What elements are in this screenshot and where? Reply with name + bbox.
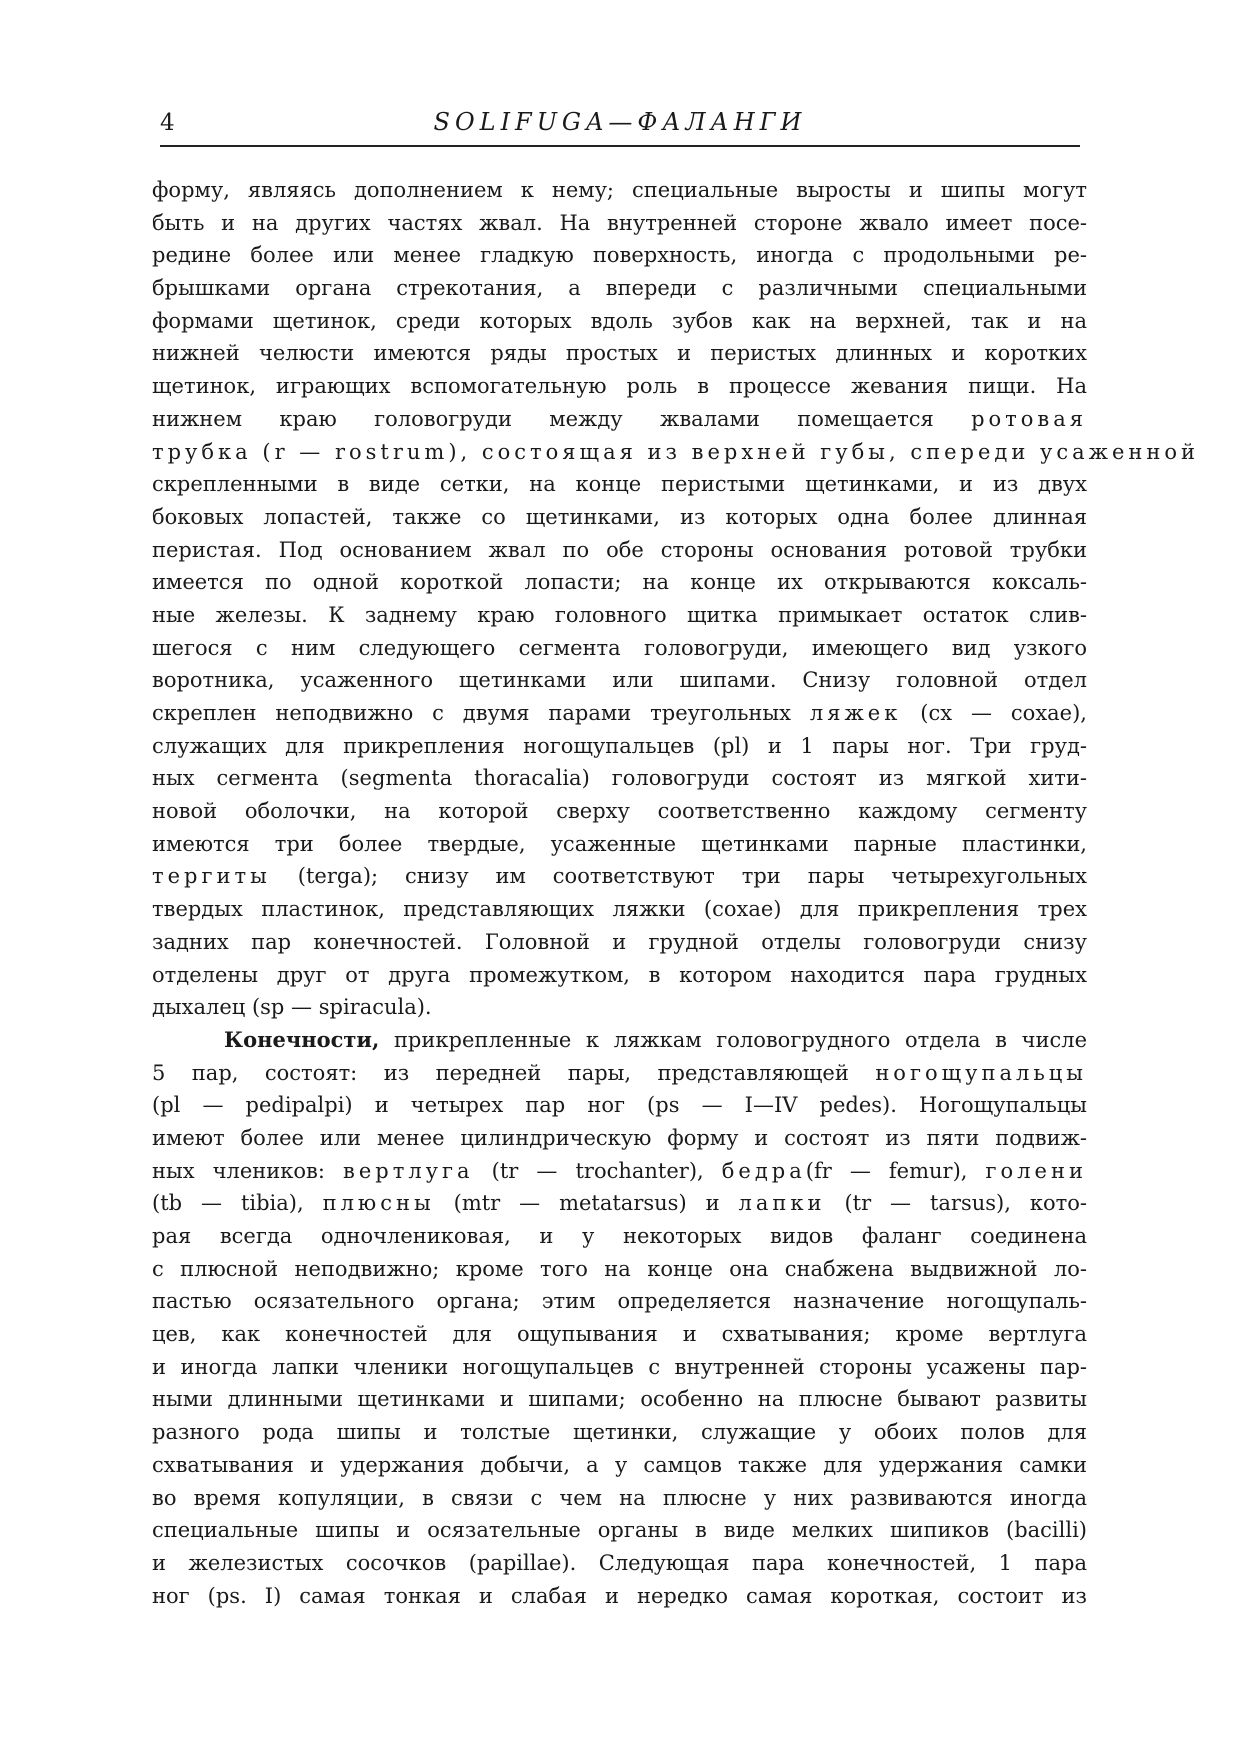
text-line: разного рода шипы и толстые щетинки, служащие у обоих полов для [152,1420,1087,1445]
text-line: редине более или менее гладкую поверхность, иногда с продольными ре- [152,243,1087,268]
text-line: щетинок, играющих вспомогательную роль в процессе жевания пищи. На [152,374,1087,399]
text-line: ног (ps. I) самая тонкая и слабая и нередко самая короткая, состоит из [152,1583,1087,1608]
text-line [152,436,1200,469]
spaced-term: плюсны [322,1191,435,1216]
text-segment: (terga); снизу им соответствуют три пары четырехугольных [297,864,1087,889]
text-line: (pl — pedipalpi) и четырех пар ног (ps — I—IV pedes). Ногощупальцы [152,1093,1087,1118]
text-line: имеется по одной короткой лопасти; на конце их открываются коксаль- [152,570,1087,595]
spaced-term: лапки [738,1191,826,1216]
text-line: задних пар конечностей. Головной и грудной отделы головогруди снизу [152,929,1087,954]
text-segment: ных члеников: [152,1158,325,1183]
text-line: схватывания и удержания добычи, а у самцов также для удержания самки [152,1452,1087,1477]
text-line: твердых пластинок, представляющих ляжки (coxae) для прикрепления трех [152,897,1087,922]
text-segment: (tb — tibia), [152,1191,304,1216]
text-line: скрепленными в виде сетки, на конце перистыми щетинками, и из двух [152,472,1087,497]
text-line [152,1187,1087,1220]
text-line: нижней челюсти имеются ряды простых и перистых длинных и коротких [152,341,1087,366]
paragraph-1 [152,174,1200,1024]
text-line: отделены друг от друга промежутком, в котором находится пара грудных [152,962,1087,987]
text-line: быть и на других частях жвал. На внутренней стороне жвало имеет посе- [152,210,1087,235]
page-number: 4 [160,110,175,136]
text-line: служащих для прикрепления ногощупальцев (pl) и 1 пары ног. Три груд- [152,733,1087,758]
text-line: и железистых сосочков (papillae). Следующая пара конечностей, 1 пара [152,1550,1087,1575]
spaced-term: бедра [721,1158,806,1183]
text-line [152,1057,1087,1090]
text-segment: (fr — femur), [805,1158,968,1183]
text-line [152,697,1087,730]
text-segment: трубка (r — rostrum), состоящая из верхней губы, спереди усаженной [152,439,1200,464]
text-segment: (tr — trochanter), [491,1158,704,1183]
text-line: рая всегда одночлениковая, и у некоторых видов фаланг соединена [152,1224,1087,1248]
text-line: ные железы. К заднему краю головного щитка примыкает остаток слив- [152,602,1087,627]
text-line: имеются три более твердые, усаженные щетинками парные пластинки, [152,831,1087,856]
text-line [152,1024,1087,1057]
text-line: во время копуляции, в связи с чем на плюсне у них развиваются иногда [152,1485,1087,1510]
text-line: воротника, усаженного щетинками или шипами. Снизу головной отдел [152,668,1087,693]
text-line: и иногда лапки членики ногощупальцев с внутренней стороны усажены пар- [152,1354,1087,1379]
header-rule [160,145,1080,147]
text-segment: скреплен неподвижно с двумя парами треугольных [152,701,791,725]
text-line: пастью осязательного органа; этим определяется назначение ногощупаль- [152,1289,1087,1314]
text-segment: 5 пар, состоят: из передней пары, представляющей [152,1060,849,1085]
text-line: брышками органа стрекотания, а впереди с различными специальными [152,276,1087,301]
text-line: боковых лопастей, также со щетинками, из которых одна более длинная [152,504,1087,529]
text-line: имеют более или менее цилиндрическую форму и состоят из пяти подвиж- [152,1125,1087,1150]
spaced-term: тергиты [152,864,271,889]
text-line: с плюсной неподвижно; кроме того на конце она снабжена выдвижной ло- [152,1256,1087,1281]
bold-lead: Конечности, [224,1026,380,1052]
spaced-term: ротовая [971,406,1088,431]
text-line: ными длинными щетинками и шипами; особенно на плюсне бывают развиты [152,1387,1087,1412]
text-line: форму, являясь дополнением к нему; специальные выросты и шипы могут [152,178,1087,202]
text-line: цев, как конечностей для ощупывания и схватывания; кроме вертлуга [152,1322,1087,1347]
body-text [152,174,1200,1612]
text-line: формами щетинок, среди которых вдоль зубов как на верхней, так и на [152,308,1087,333]
paragraph-2 [152,1024,1087,1612]
spaced-term: вертлуга [343,1158,474,1183]
text-segment: (cx — coxae), [920,701,1087,725]
text-line: дыхалец (sp — spiracula). [152,995,432,1020]
spaced-term: ляжек [809,701,902,725]
text-line: новой оболочки, на которой сверху соответственно каждому сегменту [152,799,1087,824]
text-line: перистая. Под основанием жвал по обе стороны основания ротовой трубки [152,537,1087,562]
text-line [152,1155,1087,1188]
text-line: ных сегмента (segmenta thoracalia) головогруди состоят из мягкой хити- [152,766,1087,791]
text-line [152,403,1087,436]
text-line: специальные шипы и осязательные органы в виде мелких шипиков (bacilli) [152,1518,1087,1543]
text-segment: нижнем краю головогруди между жвалами помещается [152,406,934,431]
text-line: шегося с ним следующего сегмента головогруди, имеющего вид узкого [152,635,1087,660]
text-segment: (mtr — metatarsus) и [453,1191,720,1216]
running-title: SOLIFUGA—ФАЛАНГИ [433,108,807,136]
page-header [160,100,1080,140]
text-segment: прикрепленные к ляжкам головогрудного отдела в числе [393,1027,1087,1052]
text-line [152,860,1087,893]
spaced-term: голени [985,1158,1087,1183]
spaced-term: ногощупальцы [875,1060,1087,1085]
text-segment: (tr — tarsus), кото- [844,1191,1087,1216]
